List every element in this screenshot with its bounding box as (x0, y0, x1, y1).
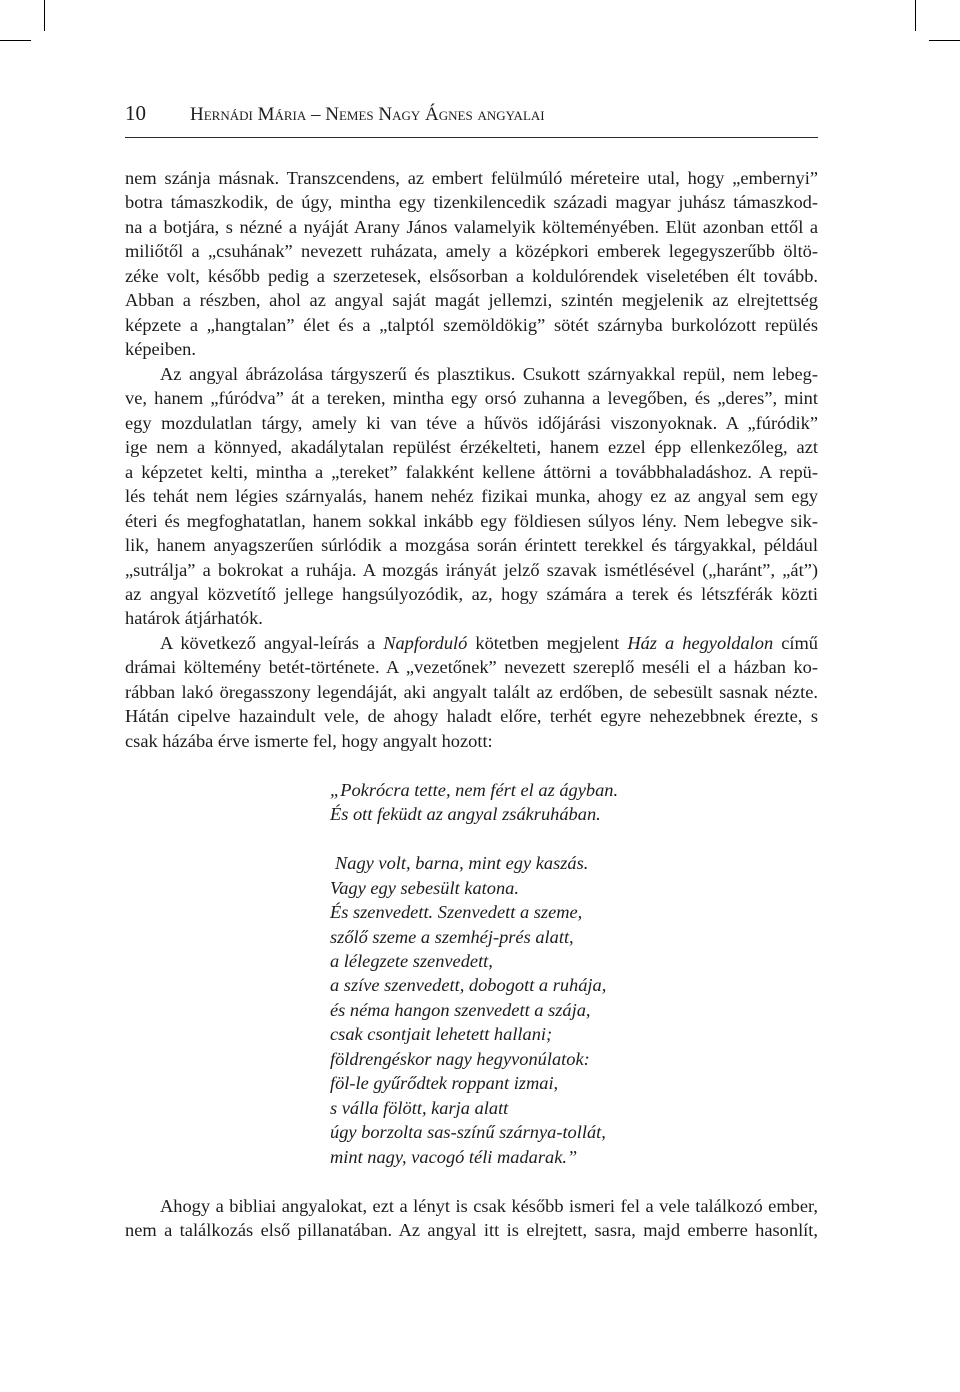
italic-work-title: Ház a hegyoldalon (627, 632, 774, 653)
poem-line: És ott feküdt az angyal zsákruhában. (330, 804, 601, 825)
body-line: miliőtől a „csuhának” nevezett ruházata, amely a középkori emberek legegyszerűbb öltö- (125, 241, 818, 262)
poem-line: szőlő szeme a szemhéj-prés alatt, (330, 926, 574, 947)
body-line: csak házába érve ismerte fel, hogy angyalt hozott: (125, 730, 493, 751)
body-line: ige nem a könnyed, akadálytalan repülést érzékelteti, hanem ezzel épp ellenkezőleg, azt (125, 437, 818, 458)
poem-line: földrengéskor nagy hegyvonúlatok: (330, 1048, 590, 1069)
paragraph-1 (125, 166, 818, 362)
body-line: nem a találkozás első pillanatában. Az angyal itt is elrejtett, sasra, majd emberre hasonlít, (125, 1220, 818, 1241)
paragraph-3 (125, 631, 818, 753)
body-line: ve, hanem „fúródva” át a tereken, mintha egy orsó zuhanna a levegőben, és „deres”, mint (125, 388, 818, 409)
poem-line: föl-le gyűrődtek roppant izmai, (330, 1073, 559, 1094)
poem-line: a szíve szenvedett, dobogott a ruhája, (330, 975, 607, 996)
poem-stanza-2 (330, 851, 818, 1169)
body-line: az angyal közvetítő jellege hangsúlyozódik, az, hogy számára a terek és létszférák közti (125, 583, 818, 604)
poem-line: Nagy volt, barna, mint egy kaszás. (335, 853, 589, 874)
poem-line: És szenvedett. Szenvedett a szeme, (330, 902, 583, 923)
poem-line: csak csontjait lehetett hallani; (330, 1024, 553, 1045)
page-number: 10 (125, 101, 146, 125)
poem-line: és néma hangon szenvedett a szája, (330, 999, 591, 1020)
body-line: Az angyal ábrázolása tárgyszerű és plasztikus. Csukott szárnyakkal repül, nem lebeg- (160, 363, 818, 384)
poem-line: úgy borzolta sas-színű szárnya-tollát, (330, 1122, 606, 1143)
crop-mark-top-right-vertical (915, 0, 916, 31)
crop-mark-top-right-horizontal (929, 40, 960, 41)
body-line: lik, hanem anyagszerűen súrlódik a mozgása során érintett terekkel és tárgyakkal, például (125, 535, 818, 556)
italic-book-title: Napforduló (383, 632, 468, 653)
poem-stanza-1 (330, 778, 818, 827)
header-rule (125, 137, 818, 138)
running-header (125, 98, 818, 128)
poem-quotation (125, 778, 818, 1170)
text-segment: című (773, 632, 818, 653)
body-line: Hátán cipelve hazaindult vele, de ahogy haladt előre, terhét egyre nehezebbnek érezte, s (125, 706, 818, 727)
text-segment: A következő angyal-leírás a (160, 632, 384, 653)
text-segment: kötetben megjelent (467, 632, 628, 653)
body-line: Ahogy a bibliai angyalokat, ezt a lényt is csak később ismeri fel a vele találkozó ember, (160, 1195, 818, 1216)
body-line: egy mozdulatlan tárgy, amely ki van téve a hűvös időjárási viszonyoknak. A „fúródik” (125, 412, 818, 433)
body-line: na a botjára, s nézné a nyáját Arany János valamelyik költeményében. Elüt azonban ettől a (125, 216, 818, 237)
body-line: „sutrálja” a bokrokat a ruhája. A mozgás irányát jelző szavak ismétlésével („haránt”, „át”) (125, 559, 818, 580)
body-line: határok átjárhatók. (125, 608, 263, 629)
poem-line: s válla fölött, karja alatt (330, 1097, 509, 1118)
body-line: a képzetet kelti, mintha a „tereket” falakként kellene áttörni a továbbhaladáshoz. A repü- (125, 461, 818, 482)
poem-line: mint nagy, vacogó téli madarak.” (330, 1146, 578, 1167)
crop-mark-top-left-horizontal (0, 40, 31, 41)
paragraph-2 (125, 362, 818, 631)
poem-line: a lélegzete szenvedett, (330, 951, 493, 971)
body-line: nem szánja másnak. Transzcendens, az embert felülmúló méreteire utal, hogy „embernyi” (125, 168, 818, 188)
body-line: lés tehát nem légies szárnyalás, hanem nehéz fizikai munka, ahogy ez az angyal sem egy (125, 486, 818, 507)
body-line: Abban a részben, ahol az angyal saját magát jellemzi, szintén megjelenik az elrejtettség (125, 290, 818, 311)
body-line: éteri és megfoghatatlan, hanem sokkal inkább egy földiesen súlyos lény. Nem lebegve sik- (125, 510, 818, 531)
body-line (125, 631, 818, 655)
body-line: képeiben. (125, 339, 196, 360)
paragraph-4 (125, 1194, 818, 1243)
body-line: zéke volt, később pedig a szerzetesek, elsősorban a koldulórendek viseletében élt tovább. (125, 265, 818, 286)
body-line: rábban lakó öregasszony legendáját, aki angyalt talált az erdőben, de sebesült sasnak nézte. (125, 681, 818, 702)
running-title: Hernádi Mária – Nemes Nagy Ágnes angyalai (190, 104, 545, 125)
body-line: botra támaszkodik, de úgy, mintha egy tizenkilencedik századi magyar juhász támaszkod- (125, 192, 818, 213)
poem-line: „Pokrócra tette, nem fért el az ágyban. (330, 779, 619, 800)
crop-mark-top-left-vertical (44, 0, 45, 31)
poem-line: Vagy egy sebesült katona. (330, 877, 519, 898)
body-line: képzete a „hangtalan” élet és a „talptól szemöldökig” sötét szárnyba burkolózott repülés (125, 314, 818, 335)
body-text (125, 166, 818, 1243)
body-line: drámai költemény betét-története. A „vezetőnek” nevezett szereplő meséli el a házban ko- (125, 657, 818, 678)
